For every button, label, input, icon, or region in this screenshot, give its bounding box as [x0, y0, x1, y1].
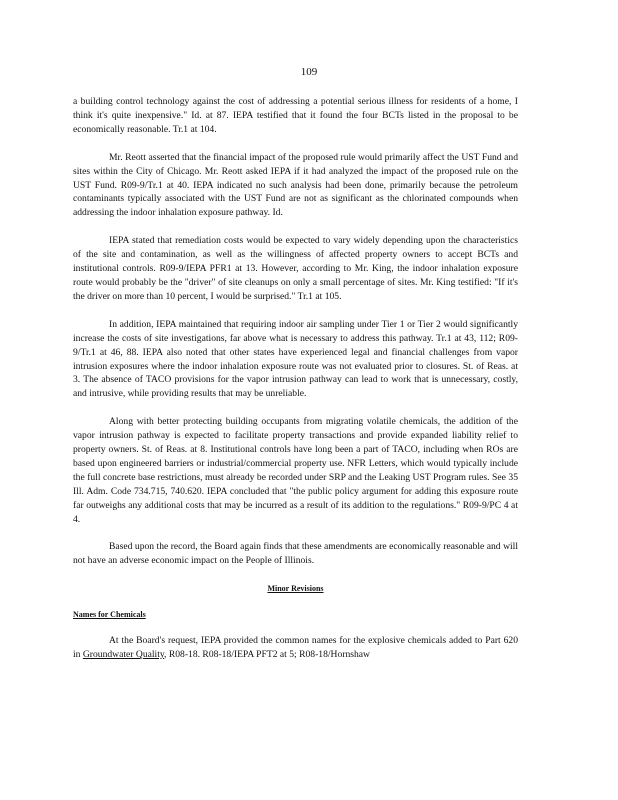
page-number: 109 [300, 66, 318, 78]
document-body [73, 95, 518, 676]
paragraph-7 [73, 634, 518, 662]
paragraph-7-end: , R08-18. R08-18/IEPA PFT2 at 5; R08-18/Hornshaw [164, 649, 370, 660]
paragraph-4: In addition, IEPA maintained that requiring indoor air sampling under Tier 1 or Tier 2 would significantly increase the costs of site investigations, far above what is necessary to address this pathway. Tr.1 at 43, 112; R09-9/Tr.1 at 46, 88. IEPA also noted that other states have experienced legal and financial challenges from vapor intrusion exposures where the indoor inhalation exposure route was not evaluated prior to closures. St. of Reas. at 3. The absence of TACO provisions for the vapor intrusion pathway can lead to work that is unnecessary, costly, and intrusive, while providing results that may be unreliable. [73, 318, 518, 400]
paragraph-6: Based upon the record, the Board again finds that these amendments are economically reasonable and will not have an adverse economic impact on the People of Illinois. [73, 541, 518, 567]
groundwater-quality-citation: Groundwater Quality [82, 649, 165, 660]
paragraph-7-start: At the Board's request, IEPA provided the common names for the explosive chemicals added to Part 620 in [73, 635, 518, 660]
section-heading-text: Minor Revisions [267, 584, 324, 594]
subsection-heading-text: Names for Chemicals [73, 610, 146, 620]
subsection-heading-names-for-chemicals [73, 608, 518, 622]
paragraph-5: Along with better protecting building occupants from migrating volatile chemicals, the addition of the vapor intrusion pathway is expected to facilitate property transactions and provide expanded liability relief to property owners. St. of Reas. at 8. Institutional controls have long been a part of TACO, including when ROs are based upon engineered barriers or industrial/commercial property use. NFR Letters, which would typically include the full concrete base restrictions, must already be recorded under SRP and the Leaking UST Program rules. See 35 Ill. Adm. Code 734.715, 740.620. IEPA concluded that "the public policy argument for adding this exposure route far outweighs any additional costs that may be incurred as a result of its addition to the regulations." R09-9/PC 4 at 4. [73, 416, 518, 525]
section-heading-minor-revisions [73, 582, 518, 596]
paragraph-1: a building control technology against the cost of addressing a potential serious illness for residents of a home, I think it's quite inexpensive." Id. at 87. IEPA testified that it found the four BCTs listed in the proposal to be economically reasonable. Tr.1 at 104. [73, 96, 518, 135]
paragraph-2: Mr. Reott asserted that the financial impact of the proposed rule would primarily affect the UST Fund and sites within the City of Chicago. Mr. Reott asked IEPA if it had analyzed the impact of the proposed rule on the UST Fund. R09-9/Tr.1 at 40. IEPA indicated no such analysis had been done, primarily because the petroleum contaminants typically associated with the UST Fund are not as significant as the chlorinated compounds when addressing the indoor inhalation exposure pathway. Id. [73, 151, 518, 219]
paragraph-3: IEPA stated that remediation costs would be expected to vary widely depending upon the characteristics of the site and contamination, as well as the willingness of affected property owners to accept BCTs and institutional controls. R09-9/IEPA PFR1 at 13. However, according to Mr. King, the indoor inhalation exposure route would probably be the "driver" of site cleanups on only a small percentage of sites. Mr. King testified: "If it's the driver on more than 10 percent, I would be surprised." Tr.1 at 105. [73, 235, 518, 302]
